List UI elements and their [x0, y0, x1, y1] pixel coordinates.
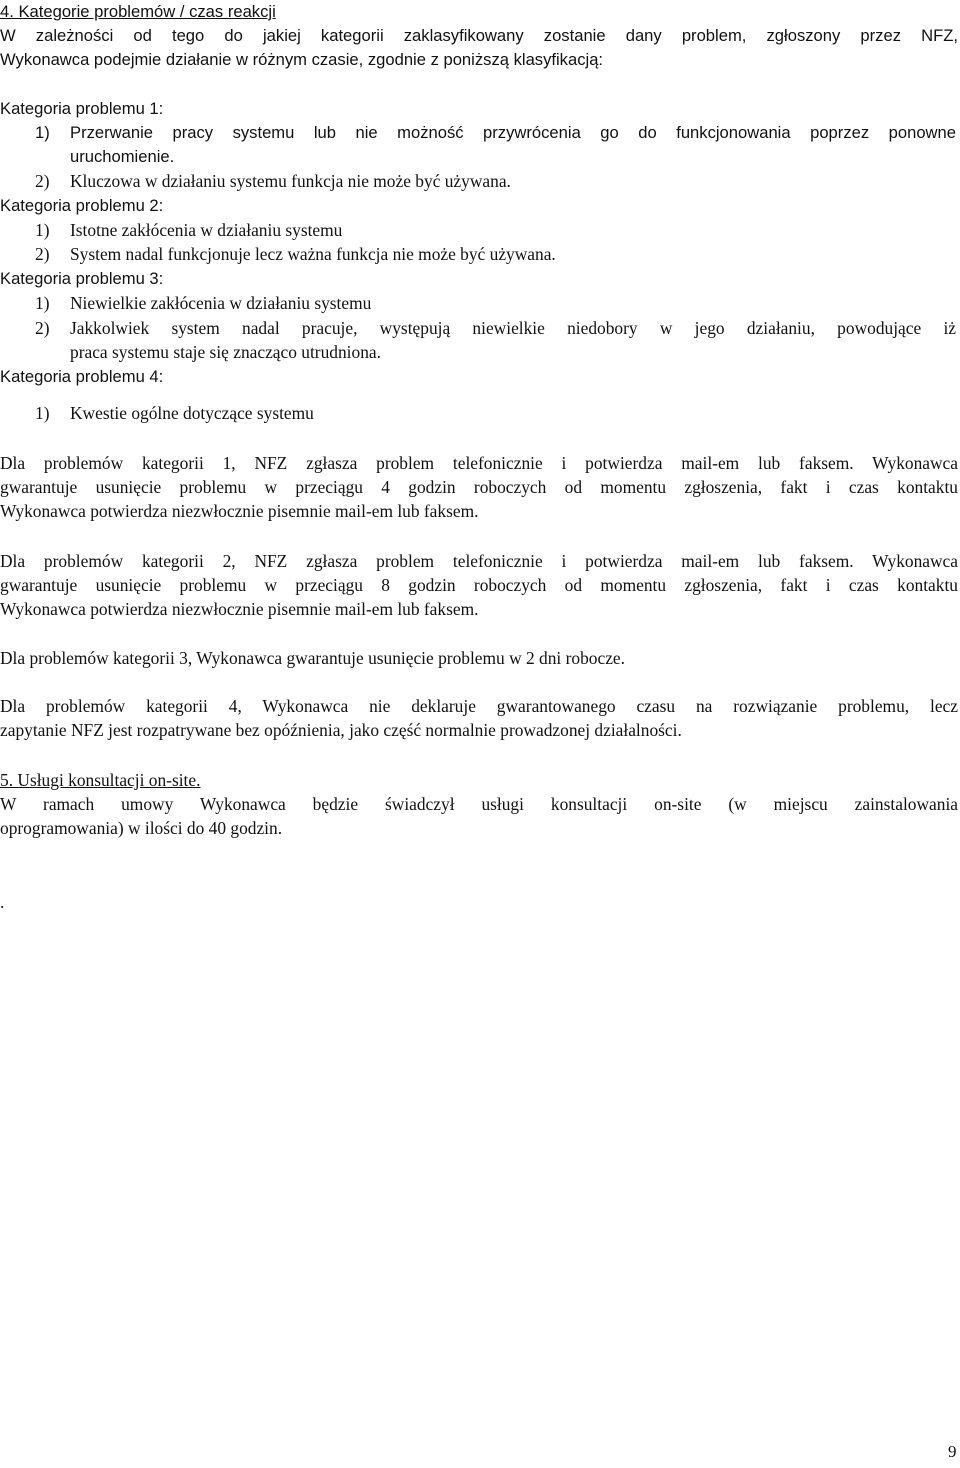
list-item-text: Istotne zakłócenia w działaniu systemu: [70, 220, 343, 240]
list-item-text: Niewielkie zakłócenia w działaniu systemu: [70, 293, 372, 313]
list-item-text: Jakkolwiek system nadal pracuje, występują niewielkie niedobory w jego działaniu, powodujące iż: [70, 318, 956, 338]
list-item-text: Kwestie ogólne dotyczące systemu: [70, 403, 314, 423]
list-item-text-cont: praca systemu staje się znacząco utrudniona.: [70, 342, 381, 362]
list-number: 2): [35, 244, 50, 264]
page-number: 9: [948, 1442, 957, 1461]
intro-line-1: W zależności od tego do jakiej kategorii zaklasyfikowany zostanie dany problem, zgłoszony przez NFZ,: [0, 26, 958, 45]
category-1-label: Kategoria problemu 1:: [0, 99, 164, 118]
list-item-text: System nadal funkcjonuje lecz ważna funkcja nie może być używana.: [70, 244, 556, 264]
category-2-label: Kategoria problemu 2:: [0, 196, 164, 215]
list-item-text: Kluczowa w działaniu systemu funkcja nie może być używana.: [70, 171, 511, 191]
list-number: 1): [35, 403, 50, 423]
section-5-line-1: W ramach umowy Wykonawca będzie świadczył usługi konsultacji on-site (w miejscu zainstalowania: [0, 794, 958, 814]
para-cat2-line-2: gwarantuje usunięcie problemu w przeciągu 8 godzin roboczych od momentu zgłoszenia, fakt i czas kontaktu: [0, 575, 958, 595]
category-3-label: Kategoria problemu 3:: [0, 269, 164, 288]
section-4-heading: 4. Kategorie problemów / czas reakcji: [0, 2, 276, 21]
list-number: 2): [35, 171, 50, 191]
para-cat1-line-3: Wykonawca potwierdza niezwłocznie pisemnie mail-em lub faksem.: [0, 501, 479, 521]
list-number: 1): [35, 123, 50, 142]
list-number: 1): [35, 220, 50, 240]
list-number: 1): [35, 293, 50, 313]
para-cat3: Dla problemów kategorii 3, Wykonawca gwarantuje usunięcie problemu w 2 dni robocze.: [0, 648, 625, 668]
intro-line-2: Wykonawca podejmie działanie w różnym czasie, zgodnie z poniższą klasyfikacją:: [0, 50, 604, 69]
section-5-line-2: oprogramowania) w ilości do 40 godzin.: [0, 818, 283, 838]
para-cat4-line-2: zapytanie NFZ jest rozpatrywane bez opóźnienia, jako część normalnie prowadzonej działalności.: [0, 720, 682, 740]
para-cat4-line-1: Dla problemów kategorii 4, Wykonawca nie deklaruje gwarantowanego czasu na rozwiązanie problemu, lecz: [0, 696, 958, 716]
category-4-label: Kategoria problemu 4:: [0, 367, 164, 386]
list-item-text-cont: uruchomienie.: [70, 147, 175, 166]
list-item-text: Przerwanie pracy systemu lub nie możność przywrócenia go do funkcjonowania poprzez ponowne: [70, 123, 956, 142]
section-5-heading: 5. Usługi konsultacji on-site.: [0, 770, 201, 790]
stray-dot: .: [0, 892, 5, 912]
para-cat1-line-2: gwarantuje usunięcie problemu w przeciągu 4 godzin roboczych od momentu zgłoszenia, fakt i czas kontaktu: [0, 477, 958, 497]
para-cat2-line-1: Dla problemów kategorii 2, NFZ zgłasza problem telefonicznie i potwierdza mail-em lub faksem. Wykonawca: [0, 551, 958, 571]
list-number: 2): [35, 318, 50, 338]
para-cat2-line-3: Wykonawca potwierdza niezwłocznie pisemnie mail-em lub faksem.: [0, 599, 479, 619]
para-cat1-line-1: Dla problemów kategorii 1, NFZ zgłasza problem telefonicznie i potwierdza mail-em lub faksem. Wykonawca: [0, 453, 958, 473]
